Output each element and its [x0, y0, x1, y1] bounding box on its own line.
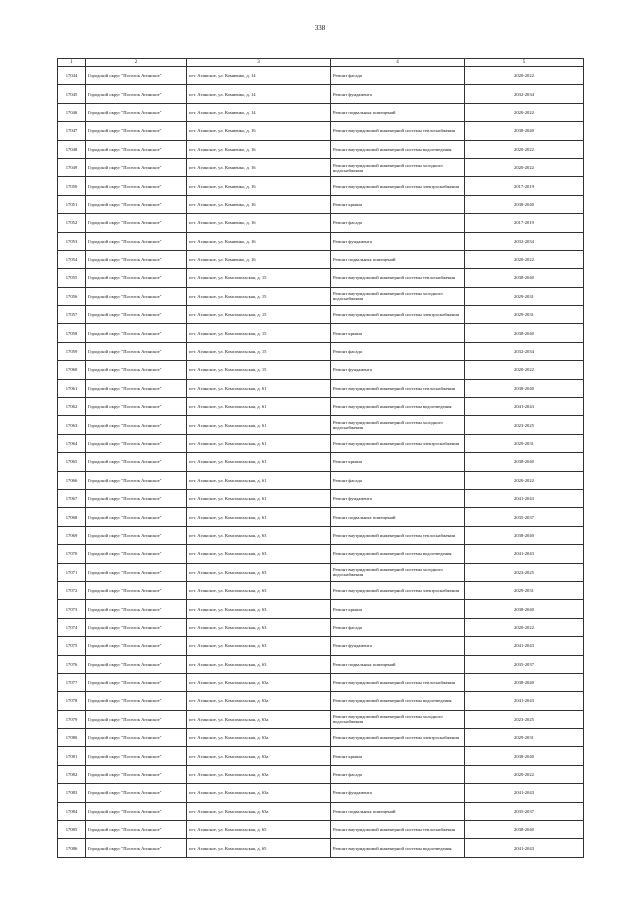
municipality-cell: Городской округ "Поселок Агинское": [86, 508, 187, 526]
table-row: [58, 710, 584, 728]
period-cell: 2023-2025: [465, 563, 584, 581]
row-number-cell: 17083: [58, 784, 86, 802]
period-cell: 2035-2037: [465, 508, 584, 526]
municipality-cell: Городской округ "Поселок Агинское": [86, 655, 187, 673]
municipality-cell: Городской округ "Поселок Агинское": [86, 103, 187, 121]
period-cell: 2017-2019: [465, 177, 584, 195]
page-number: 338: [314, 24, 326, 32]
work-type-cell: Ремонт фасада: [331, 67, 465, 85]
work-type-cell: Ремонт фундамента: [331, 489, 465, 507]
period-cell: 2023-2025: [465, 710, 584, 728]
work-type-cell: Ремонт внутридомовой инженерной системы электроснабжения: [331, 177, 465, 195]
table-row: [58, 342, 584, 360]
row-number-cell: 17058: [58, 324, 86, 342]
address-cell: пгт. Агинское, ул. Комсомольская, д. 61: [187, 489, 331, 507]
municipality-cell: Городской округ "Поселок Агинское": [86, 729, 187, 747]
work-type-cell: Ремонт крыши: [331, 600, 465, 618]
municipality-cell: Городской округ "Поселок Агинское": [86, 306, 187, 324]
row-number-cell: 17071: [58, 563, 86, 581]
address-cell: пгт. Агинское, ул. Комсомольская, д. 15: [187, 269, 331, 287]
work-type-cell: Ремонт внутридомовой инженерной системы водоотведения: [331, 692, 465, 710]
row-number-cell: 17072: [58, 581, 86, 599]
municipality-cell: Городской округ "Поселок Агинское": [86, 673, 187, 691]
period-cell: 2038-2040: [465, 453, 584, 471]
table-row: [58, 214, 584, 232]
municipality-cell: Городской округ "Поселок Агинское": [86, 692, 187, 710]
work-type-cell: Ремонт внутридомовой инженерной системы водоотведения: [331, 839, 465, 857]
municipality-cell: Городской округ "Поселок Агинское": [86, 765, 187, 783]
table-row: [58, 673, 584, 691]
table-row: [58, 85, 584, 103]
address-cell: пгт. Агинское, ул. Комсомольская, д. 63: [187, 618, 331, 636]
period-cell: 2041-2043: [465, 692, 584, 710]
row-number-cell: 17061: [58, 379, 86, 397]
row-number-cell: 17077: [58, 673, 86, 691]
work-type-cell: Ремонт фасада: [331, 765, 465, 783]
row-number-cell: 17067: [58, 489, 86, 507]
work-type-cell: Ремонт внутридомовой инженерной системы электроснабжения: [331, 729, 465, 747]
table-row: [58, 232, 584, 250]
table-row: [58, 618, 584, 636]
municipality-cell: Городской округ "Поселок Агинское": [86, 563, 187, 581]
table-row: [58, 839, 584, 857]
municipality-cell: Городской округ "Поселок Агинское": [86, 67, 187, 85]
municipality-cell: Городской округ "Поселок Агинское": [86, 214, 187, 232]
address-cell: пгт. Агинское, ул. Комиенко, д. 14: [187, 67, 331, 85]
repair-schedule-table: [57, 58, 584, 858]
municipality-cell: Городской округ "Поселок Агинское": [86, 85, 187, 103]
row-number-cell: 17074: [58, 618, 86, 636]
work-type-cell: Ремонт внутридомовой инженерной системы холодного водоснабжения: [331, 158, 465, 176]
address-cell: пгт. Агинское, ул. Комсомольская, д. 63: [187, 545, 331, 563]
municipality-cell: Городской округ "Поселок Агинское": [86, 747, 187, 765]
municipality-cell: Городской округ "Поселок Агинское": [86, 250, 187, 268]
period-cell: 2023-2025: [465, 416, 584, 434]
period-cell: 2020-2022: [465, 67, 584, 85]
work-type-cell: Ремонт внутридомовой инженерной системы холодного водоснабжения: [331, 710, 465, 728]
address-cell: пгт. Агинское, ул. Комиенко, д. 16: [187, 140, 331, 158]
address-cell: пгт. Агинское, ул. Комиенко, д. 16: [187, 250, 331, 268]
table-row: [58, 600, 584, 618]
row-number-cell: 17076: [58, 655, 86, 673]
period-cell: 2029-2031: [465, 434, 584, 452]
row-number-cell: 17086: [58, 839, 86, 857]
period-cell: 2041-2043: [465, 489, 584, 507]
row-number-cell: 17075: [58, 637, 86, 655]
municipality-cell: Городской округ "Поселок Агинское": [86, 434, 187, 452]
period-cell: 2041-2043: [465, 398, 584, 416]
address-cell: пгт. Агинское, ул. Комсомольская, д. 61: [187, 508, 331, 526]
work-type-cell: Ремонт фасада: [331, 214, 465, 232]
municipality-cell: Городской округ "Поселок Агинское": [86, 618, 187, 636]
work-type-cell: Ремонт внутридомовой инженерной системы теплоснабжения: [331, 122, 465, 140]
municipality-cell: Городской округ "Поселок Агинское": [86, 122, 187, 140]
table-row: [58, 250, 584, 268]
table-row: [58, 140, 584, 158]
work-type-cell: Ремонт подвальных помещений: [331, 250, 465, 268]
period-cell: 2038-2040: [465, 821, 584, 839]
period-cell: 2020-2022: [465, 471, 584, 489]
work-type-cell: Ремонт фасада: [331, 618, 465, 636]
period-cell: 2041-2043: [465, 637, 584, 655]
work-type-cell: Ремонт фасада: [331, 471, 465, 489]
row-number-cell: 17069: [58, 526, 86, 544]
municipality-cell: Городской округ "Поселок Агинское": [86, 177, 187, 195]
table-row: [58, 379, 584, 397]
period-cell: 2032-2034: [465, 342, 584, 360]
row-number-cell: 17050: [58, 177, 86, 195]
work-type-cell: Ремонт внутридомовой инженерной системы электроснабжения: [331, 434, 465, 452]
table-row: [58, 489, 584, 507]
address-cell: пгт. Агинское, ул. Комсомольская, д. 63а: [187, 784, 331, 802]
table-row: [58, 398, 584, 416]
row-number-cell: 17080: [58, 729, 86, 747]
period-cell: 2038-2040: [465, 600, 584, 618]
row-number-cell: 17082: [58, 765, 86, 783]
table-row: [58, 324, 584, 342]
municipality-cell: Городской округ "Поселок Агинское": [86, 195, 187, 213]
work-type-cell: Ремонт внутридомовой инженерной системы водоотведения: [331, 398, 465, 416]
table-row: [58, 545, 584, 563]
municipality-cell: Городской округ "Поселок Агинское": [86, 600, 187, 618]
row-number-cell: 17068: [58, 508, 86, 526]
row-number-cell: 17064: [58, 434, 86, 452]
address-cell: пгт. Агинское, ул. Комиенко, д. 16: [187, 158, 331, 176]
address-cell: пгт. Агинское, ул. Комсомольская, д. 63: [187, 655, 331, 673]
work-type-cell: Ремонт подвальных помещений: [331, 655, 465, 673]
address-cell: пгт. Агинское, ул. Комсомольская, д. 15: [187, 306, 331, 324]
address-cell: пгт. Агинское, ул. Комсомольская, д. 61: [187, 416, 331, 434]
period-cell: 2020-2022: [465, 361, 584, 379]
address-cell: пгт. Агинское, ул. Комсомольская, д. 15: [187, 342, 331, 360]
address-cell: пгт. Агинское, ул. Комсомольская, д. 63: [187, 581, 331, 599]
row-number-cell: 17051: [58, 195, 86, 213]
work-type-cell: Ремонт внутридомовой инженерной системы теплоснабжения: [331, 673, 465, 691]
municipality-cell: Городской округ "Поселок Агинское": [86, 140, 187, 158]
address-cell: пгт. Агинское, ул. Комсомольская, д. 63а: [187, 765, 331, 783]
period-cell: 2038-2040: [465, 195, 584, 213]
municipality-cell: Городской округ "Поселок Агинское": [86, 637, 187, 655]
table-row: [58, 471, 584, 489]
row-number-cell: 17073: [58, 600, 86, 618]
municipality-cell: Городской округ "Поселок Агинское": [86, 342, 187, 360]
period-cell: 2020-2022: [465, 103, 584, 121]
municipality-cell: Городской округ "Поселок Агинское": [86, 489, 187, 507]
municipality-cell: Городской округ "Поселок Агинское": [86, 545, 187, 563]
table-row: [58, 434, 584, 452]
row-number-cell: 17084: [58, 802, 86, 820]
address-cell: пгт. Агинское, ул. Комсомольская, д. 63: [187, 526, 331, 544]
period-cell: 2038-2040: [465, 269, 584, 287]
table-row: [58, 103, 584, 121]
period-cell: 2029-2031: [465, 306, 584, 324]
column-header-2: 2: [86, 59, 187, 67]
row-number-cell: 17062: [58, 398, 86, 416]
address-cell: пгт. Агинское, ул. Комиенко, д. 14: [187, 85, 331, 103]
address-cell: пгт. Агинское, ул. Комсомольская, д. 15: [187, 361, 331, 379]
work-type-cell: Ремонт внутридомовой инженерной системы теплоснабжения: [331, 379, 465, 397]
address-cell: пгт. Агинское, ул. Комсомольская, д. 63: [187, 600, 331, 618]
address-cell: пгт. Агинское, ул. Комсомольская, д. 63а: [187, 710, 331, 728]
period-cell: 2041-2043: [465, 545, 584, 563]
work-type-cell: Ремонт фундамента: [331, 637, 465, 655]
municipality-cell: Городской округ "Поселок Агинское": [86, 453, 187, 471]
work-type-cell: Ремонт внутридомовой инженерной системы холодного водоснабжения: [331, 287, 465, 305]
address-cell: пгт. Агинское, ул. Комсомольская, д. 63а: [187, 692, 331, 710]
municipality-cell: Городской округ "Поселок Агинское": [86, 269, 187, 287]
address-cell: пгт. Агинское, ул. Комсомольская, д. 63а: [187, 802, 331, 820]
municipality-cell: Городской округ "Поселок Агинское": [86, 361, 187, 379]
address-cell: пгт. Агинское, ул. Комсомольская, д. 61: [187, 453, 331, 471]
address-cell: пгт. Агинское, ул. Комсомольская, д. 61: [187, 471, 331, 489]
column-header-3: 3: [187, 59, 331, 67]
work-type-cell: Ремонт фундамента: [331, 361, 465, 379]
address-cell: пгт. Агинское, ул. Комиенко, д. 16: [187, 232, 331, 250]
work-type-cell: Ремонт крыши: [331, 195, 465, 213]
period-cell: 2035-2037: [465, 655, 584, 673]
table-row: [58, 287, 584, 305]
municipality-cell: Городской округ "Поселок Агинское": [86, 784, 187, 802]
work-type-cell: Ремонт подвальных помещений: [331, 802, 465, 820]
row-number-cell: 17081: [58, 747, 86, 765]
table-row: [58, 306, 584, 324]
table-row: [58, 526, 584, 544]
row-number-cell: 17044: [58, 67, 86, 85]
period-cell: 2035-2037: [465, 802, 584, 820]
address-cell: пгт. Агинское, ул. Комсомольская, д. 15: [187, 287, 331, 305]
municipality-cell: Городской округ "Поселок Агинское": [86, 802, 187, 820]
address-cell: пгт. Агинское, ул. Комсомольская, д. 61: [187, 379, 331, 397]
period-cell: 2038-2040: [465, 379, 584, 397]
row-number-cell: 17057: [58, 306, 86, 324]
period-cell: 2032-2034: [465, 232, 584, 250]
period-cell: 2020-2022: [465, 618, 584, 636]
column-header-4: 4: [331, 59, 465, 67]
column-header-1: 1: [58, 59, 86, 67]
work-type-cell: Ремонт крыши: [331, 747, 465, 765]
table-row: [58, 692, 584, 710]
row-number-cell: 17054: [58, 250, 86, 268]
address-cell: пгт. Агинское, ул. Комсомольская, д. 63а: [187, 729, 331, 747]
period-cell: 2020-2022: [465, 158, 584, 176]
table-row: [58, 747, 584, 765]
address-cell: пгт. Агинское, ул. Комсомольская, д. 63: [187, 637, 331, 655]
row-number-cell: 17048: [58, 140, 86, 158]
row-number-cell: 17053: [58, 232, 86, 250]
address-cell: пгт. Агинское, ул. Комсомольская, д. 65: [187, 821, 331, 839]
row-number-cell: 17047: [58, 122, 86, 140]
work-type-cell: Ремонт внутридомовой инженерной системы теплоснабжения: [331, 269, 465, 287]
work-type-cell: Ремонт внутридомовой инженерной системы теплоснабжения: [331, 821, 465, 839]
municipality-cell: Городской округ "Поселок Агинское": [86, 471, 187, 489]
work-type-cell: Ремонт крыши: [331, 324, 465, 342]
municipality-cell: Городской округ "Поселок Агинское": [86, 398, 187, 416]
row-number-cell: 17065: [58, 453, 86, 471]
work-type-cell: Ремонт внутридомовой инженерной системы холодного водоснабжения: [331, 416, 465, 434]
work-type-cell: Ремонт внутридомовой инженерной системы водоотведения: [331, 545, 465, 563]
work-type-cell: Ремонт подвальных помещений: [331, 508, 465, 526]
period-cell: 2038-2040: [465, 673, 584, 691]
address-cell: пгт. Агинское, ул. Комиенко, д. 16: [187, 195, 331, 213]
address-cell: пгт. Агинское, ул. Комсомольская, д. 63: [187, 563, 331, 581]
municipality-cell: Городской округ "Поселок Агинское": [86, 324, 187, 342]
row-number-cell: 17059: [58, 342, 86, 360]
table-row: [58, 655, 584, 673]
table-row: [58, 784, 584, 802]
table-row: [58, 765, 584, 783]
column-header-5: 5: [465, 59, 584, 67]
row-number-cell: 17063: [58, 416, 86, 434]
work-type-cell: Ремонт фундамента: [331, 784, 465, 802]
row-number-cell: 17045: [58, 85, 86, 103]
table-row: [58, 802, 584, 820]
table-row: [58, 453, 584, 471]
table-row: [58, 637, 584, 655]
municipality-cell: Городской округ "Поселок Агинское": [86, 839, 187, 857]
row-number-cell: 17066: [58, 471, 86, 489]
period-cell: 2020-2022: [465, 765, 584, 783]
work-type-cell: Ремонт фасада: [331, 342, 465, 360]
table-row: [58, 195, 584, 213]
address-cell: пгт. Агинское, ул. Комсомольская, д. 63а: [187, 747, 331, 765]
table-row: [58, 158, 584, 176]
address-cell: пгт. Агинское, ул. Комиенко, д. 16: [187, 177, 331, 195]
address-cell: пгт. Агинское, ул. Комсомольская, д. 61: [187, 434, 331, 452]
work-type-cell: Ремонт внутридомовой инженерной системы электроснабжения: [331, 581, 465, 599]
table-row: [58, 122, 584, 140]
table-row: [58, 729, 584, 747]
period-cell: 2038-2040: [465, 526, 584, 544]
work-type-cell: Ремонт подвальных помещений: [331, 103, 465, 121]
period-cell: 2041-2043: [465, 784, 584, 802]
row-number-cell: 17052: [58, 214, 86, 232]
work-type-cell: Ремонт крыши: [331, 453, 465, 471]
address-cell: пгт. Агинское, ул. Комиенко, д. 14: [187, 103, 331, 121]
period-cell: 2029-2031: [465, 287, 584, 305]
period-cell: 2038-2040: [465, 747, 584, 765]
period-cell: 2020-2022: [465, 250, 584, 268]
address-cell: пгт. Агинское, ул. Комсомольская, д. 63а: [187, 673, 331, 691]
address-cell: пгт. Агинское, ул. Комсомольская, д. 65: [187, 839, 331, 857]
address-cell: пгт. Агинское, ул. Комиенко, д. 16: [187, 122, 331, 140]
table-row: [58, 508, 584, 526]
table-row: [58, 581, 584, 599]
row-number-cell: 17079: [58, 710, 86, 728]
period-cell: 2038-2040: [465, 122, 584, 140]
table-row: [58, 563, 584, 581]
work-type-cell: Ремонт внутридомовой инженерной системы водоотведения: [331, 140, 465, 158]
period-cell: 2017-2019: [465, 214, 584, 232]
work-type-cell: Ремонт внутридомовой инженерной системы электроснабжения: [331, 306, 465, 324]
period-cell: 2038-2040: [465, 324, 584, 342]
period-cell: 2041-2043: [465, 839, 584, 857]
table-row: [58, 361, 584, 379]
row-number-cell: 17049: [58, 158, 86, 176]
municipality-cell: Городской округ "Поселок Агинское": [86, 710, 187, 728]
municipality-cell: Городской округ "Поселок Агинское": [86, 821, 187, 839]
municipality-cell: Городской округ "Поселок Агинское": [86, 379, 187, 397]
work-type-cell: Ремонт фундамента: [331, 85, 465, 103]
municipality-cell: Городской округ "Поселок Агинское": [86, 287, 187, 305]
address-cell: пгт. Агинское, ул. Комсомольская, д. 61: [187, 398, 331, 416]
table-row: [58, 269, 584, 287]
table-row: [58, 177, 584, 195]
period-cell: 2032-2034: [465, 85, 584, 103]
municipality-cell: Городской округ "Поселок Агинское": [86, 526, 187, 544]
row-number-cell: 17055: [58, 269, 86, 287]
period-cell: 2029-2031: [465, 729, 584, 747]
municipality-cell: Городской округ "Поселок Агинское": [86, 581, 187, 599]
row-number-cell: 17085: [58, 821, 86, 839]
work-type-cell: Ремонт фундамента: [331, 232, 465, 250]
row-number-cell: 17056: [58, 287, 86, 305]
row-number-cell: 17060: [58, 361, 86, 379]
work-type-cell: Ремонт внутридомовой инженерной системы теплоснабжения: [331, 526, 465, 544]
period-cell: 2029-2031: [465, 581, 584, 599]
address-cell: пгт. Агинское, ул. Комиенко, д. 16: [187, 214, 331, 232]
table-row: [58, 821, 584, 839]
period-cell: 2020-2022: [465, 140, 584, 158]
row-number-cell: 17046: [58, 103, 86, 121]
municipality-cell: Городской округ "Поселок Агинское": [86, 158, 187, 176]
row-number-cell: 17078: [58, 692, 86, 710]
header-row: [58, 59, 584, 67]
municipality-cell: Городской округ "Поселок Агинское": [86, 232, 187, 250]
row-number-cell: 17070: [58, 545, 86, 563]
table-row: [58, 416, 584, 434]
work-type-cell: Ремонт внутридомовой инженерной системы холодного водоснабжения: [331, 563, 465, 581]
municipality-cell: Городской округ "Поселок Агинское": [86, 416, 187, 434]
address-cell: пгт. Агинское, ул. Комсомольская, д. 15: [187, 324, 331, 342]
table-row: [58, 67, 584, 85]
